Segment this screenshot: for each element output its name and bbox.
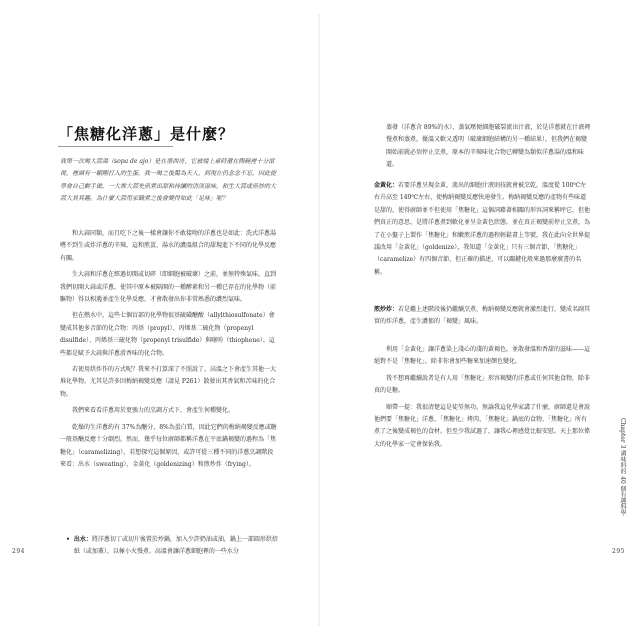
page-number-right: 295 [612,548,625,555]
bullet-text: 將洋蔥切丁或切片後置於炒鍋，加入少許奶油或油，鍋上一部圓形烘焙紙（或加蓋），以極小火慢煮。高溫會讓洋蔥細胞裡的一些水分 [73,536,278,556]
chapter-tab: Chapter 3 調味料的 40 個有趣科學 [619,418,626,516]
right-continuation [386,122,592,172]
goldenize-label: 金黃化： [374,182,399,189]
right-paragraph-3: 我不想再繼續說者是有人用「焦糖化」形容褐變的洋蔥或任何其他食物，除非真的是糖。 [374,374,591,395]
right-page [322,0,640,640]
goldenize-text: 若要洋蔥呈現金黃，流出的細胞汁液則技就會被烹乾，溫度從 100℃左右升高至 149℃左右，使梅納褐變反應快速發生。梅納褐變反應的產物有些味道是甜的，使得廚師並不但使用「焦糖化」這個詞藉著相關的形容詞來稱呼它，但他們真正的意思，是將洋蔥煮到軟化並呈金黃色狀態。並在真正褐變前停止烹煮，為了在小盤子上製作「焦糖化」和嫩煎洋蔥的過程輕鬆畫上等號，我在此向全世界提議改用「金黃化」（goldenize），我知道「金黃化」只有三個音節，「焦糖化」（caramelize）有四個音節，但正確的描述，可以關鍵化般來過那麼廣書的名稱。 [374,182,591,276]
left-paragraph-4: 若使用烘炸作的方式呢？我來不打算深了不照說了。高溫之下會產生其他一大堆化學物，尤其是許多因梅納褐變反應（請見 P261）散發出其香氣和苦味的化合物。 [60,366,277,398]
bullet-dot: • [66,536,70,543]
title-underline [58,146,173,147]
bullet-sweating [66,534,278,559]
left-body [60,228,278,475]
frying-text: 若是繼上述階段後仍繼續烹煮，梅納褐變反應就會激烈進行，變成名副其實的炸洋蔥，產生濃郁的「褐變」風味。 [374,306,591,326]
page-number-left: 294 [12,548,25,555]
left-paragraph-3: 但在熱水中，這些七個盲部的化學物很基硫磺醣酸（allylthiosulfonate）會變成其他多音節的化合物：丙基（propyl）、丙烯基二硫化物（propenyl disulfide）、丙烯基三硫化物（propenyl trisulfide）與噻吩（thiophene）。這些都是賦予大蒜與洋蔥滑香味的化合物。 [60,312,275,357]
right-paragraph-4: 順帶一提：我很清楚這是徒勞無功。無論我這化學家講了什麼，廚師還是會說他們要「焦糖化」洋蔥、「焦糖化」烤肉、「焦糖化」鍋底的食物、「焦糖化」所有煮了之後變成褐色的食材。但至少我試過了，讓我心裡感覺比較安慰。天上那位偉大的化學家一定會保佑我。 [374,403,591,448]
frying-label: 煎炒炸： [374,306,399,313]
right-paragraph-2: 利用「金黃化」讓洋蔥染上淺心的淺的黃褐色，並散發溫和香甜的滋味——這絕對不是「焦糖化」，除非你會加些糖來加速顏色變化。 [374,346,591,366]
bullet-goldenizing [374,180,592,279]
left-paragraph-1: 和大蒜同類，而且吃下之後一樣會讓你不敢接吻的洋蔥也是如此：洗式洋蔥湯嚐不到生或炸洋蔥的辛辣，這和煎蛋，湯水的濃溫組合的甜現進下不同的化學反應有關。 [60,230,277,262]
intro-paragraph [60,156,278,206]
book-gutter [318,14,320,626]
page-title: 「焦糖化洋蔥」是什麼？ [58,125,235,143]
right-body [374,344,592,455]
bullet-label: 出水： [73,536,92,543]
bullet-frying [374,304,592,329]
left-paragraph-6: 乾燥的生洋蔥約有 37%為醣分，8%為蛋白質，因此它們的梅納褐變反應或糖一般基醣反應十分劇烈。然而，幾乎每位廚師都稱洋蔥在平底鍋褐變的過程為「焦糖化」（caramelizing），若想探究這個原因，或許可從三種不同的洋蔥烹調階段來看：出水（sweating）、金黃化（goldenizing）和煎炒炸（frying）。 [60,423,277,468]
left-paragraph-2: 生大蒜和洋蔥在經過切開或切碎（即細胞被破壞）之前，並無特殊氣味。直到我們切開大蒜或洋蔥，使其中原本被隔開的一種酵素和另一種已存在的化學物（前驅物）得以相遇並產生化學反應，才會散發出你非常熟悉的濃烈氣味。 [60,271,277,304]
left-paragraph-5: 我們來看看洋蔥用於更強力的烹調方式下，會產生何種變化。 [72,407,235,415]
right-paragraph-1: 蒸發（洋蔥含 89%的水），蒸氣壓便細胞破裂流出汁液，於是洋蔥就在汁液裡慢煮和蒸煮，優溫又軟又透明（破壞細胞結構的另一種結果）。但我們在褐變開始前就必須停止烹煮，原本的辛辣味化合物已轉變為類似洋蔥湯的溫和味道。 [386,124,591,169]
intro-text: 我第一次喝大蒜湯（sopa de ajo）是在墨西哥，它被端上桌時還在陶碗裡十分滾燙，裡頭有一顆剛打入的生蛋。我一喝之後驚為天人，到現在仍念念不忘，因此便學會自己動手做。一大堆大蒜先煎煮出甜和持續的清淡滋味，和生大蒜或煎炒的大蒜大異其趣。為什麼大蒜用家職煮之後會變得如此「足味」呢？ [60,158,277,203]
left-page [0,0,318,640]
